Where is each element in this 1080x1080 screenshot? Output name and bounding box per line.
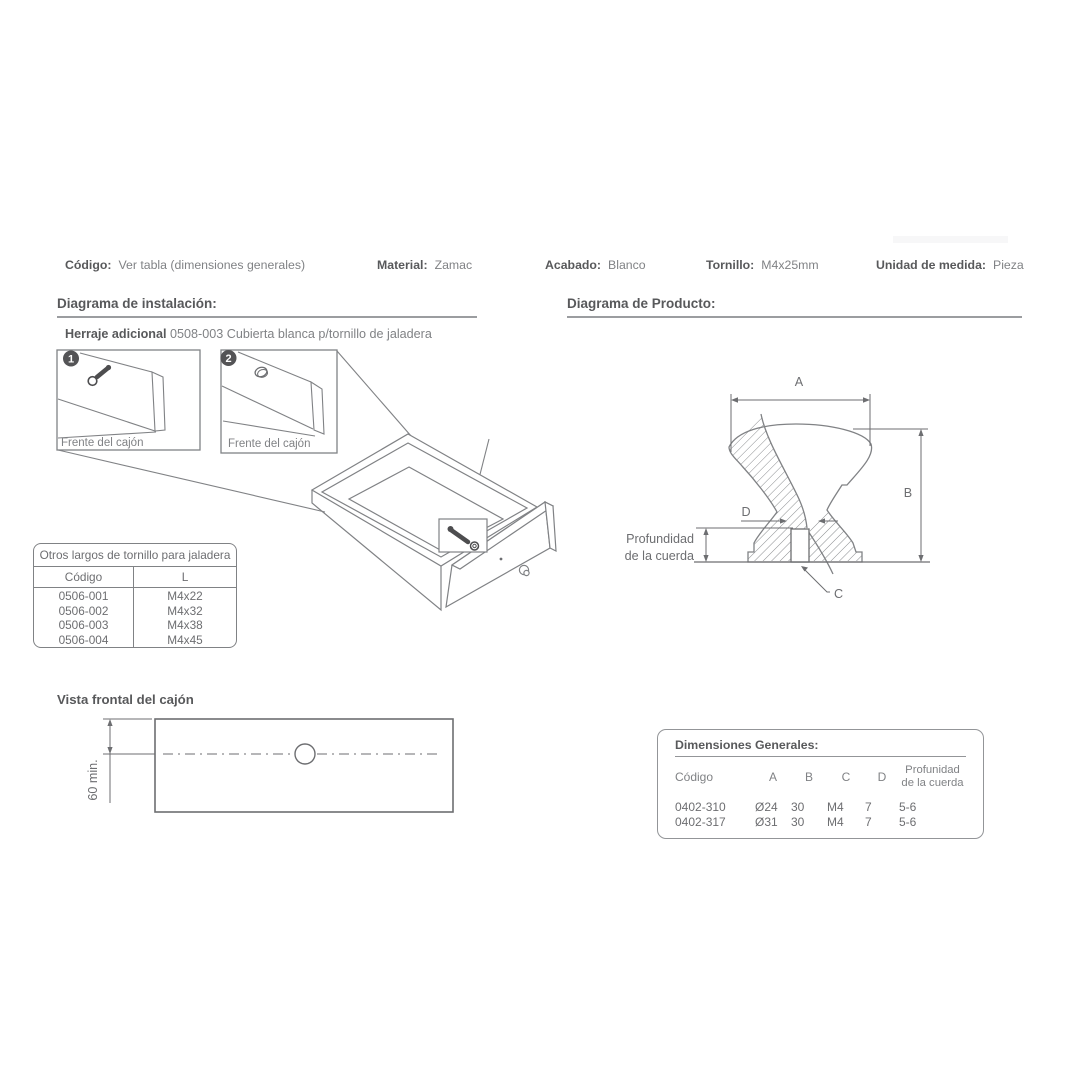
vista-drawing xyxy=(103,719,453,812)
dimension-lines xyxy=(694,394,930,592)
step-1-number: 1 xyxy=(67,353,75,366)
header-b: B xyxy=(804,770,813,785)
table-cell: Ø24 xyxy=(755,799,778,814)
threaded-hole xyxy=(791,529,809,562)
table-cell: 0506-004 xyxy=(58,633,109,648)
spec-codigo-value: Ver tabla (dimensiones generales) xyxy=(118,258,306,272)
table-cell: M4x32 xyxy=(167,603,203,618)
table-cell: 0402-317 xyxy=(675,814,726,829)
spec-tornillo-value: M4x25mm xyxy=(761,258,819,272)
table-cell: 30 xyxy=(791,814,805,829)
table-cell: Ø31 xyxy=(755,814,778,829)
tornillo-table-header xyxy=(34,567,236,588)
table-cell: M4 xyxy=(827,799,844,814)
dims-table-title: Dimensiones Generales: xyxy=(675,738,819,752)
step-box-2 xyxy=(221,350,338,453)
hole-circle xyxy=(295,744,315,764)
faint-divider-bar xyxy=(893,236,1008,243)
header-a: A xyxy=(768,770,777,785)
spec-tornillo xyxy=(706,258,819,272)
spec-acabado-label: Acabado: xyxy=(545,258,602,272)
spec-material xyxy=(377,258,472,272)
screw-callout-box xyxy=(439,519,487,552)
drawer-front-rect xyxy=(155,719,453,812)
drawer-drawing xyxy=(312,434,556,610)
table-cell: 0506-002 xyxy=(58,603,109,618)
table-cell: 7 xyxy=(865,814,872,829)
heading-diagrama-producto: Diagrama de Producto: xyxy=(567,296,1022,318)
profundidad-label-line2: de la cuerda xyxy=(624,549,694,563)
frente-label-2: Frente del cajón xyxy=(228,438,311,450)
dims-table-header xyxy=(675,764,966,791)
herraje-text: 0508-003 Cubierta blanca p/tornillo de jaladera xyxy=(170,327,432,341)
l-column xyxy=(134,588,236,648)
product-diagram xyxy=(600,360,1000,630)
spec-codigo xyxy=(65,258,305,272)
table-cell: 7 xyxy=(865,799,872,814)
spec-material-value: Zamac xyxy=(434,258,473,272)
spec-unidad-label: Unidad de medida: xyxy=(876,258,986,272)
spec-material-label: Material: xyxy=(377,258,428,272)
table-cell: M4 xyxy=(827,814,844,829)
step-box-1 xyxy=(57,350,200,450)
dim-c-label: C xyxy=(834,587,844,601)
header-profundidad: Profunidad de la cuerda xyxy=(901,764,964,790)
header-c: C xyxy=(841,770,851,785)
spec-acabado-value: Blanco xyxy=(608,258,646,272)
spec-unidad xyxy=(876,258,1024,272)
vista-dim-label: 60 min. xyxy=(86,759,100,801)
col-codigo: Código xyxy=(34,567,134,587)
tornillo-table-title: Otros largos de tornillo para jaladera xyxy=(34,544,236,567)
spec-unidad-value: Pieza xyxy=(993,258,1024,272)
table-cell: M4x38 xyxy=(167,618,203,633)
tornillo-table xyxy=(33,543,237,648)
codigo-column xyxy=(34,588,134,648)
table-cell: 5-6 xyxy=(899,799,917,814)
table-cell: M4x22 xyxy=(167,588,203,603)
table-cell: M4x45 xyxy=(167,633,203,648)
tornillo-table-body xyxy=(34,588,236,648)
table-cell: 30 xyxy=(791,799,805,814)
step-2-number: 2 xyxy=(225,353,232,365)
header-d: D xyxy=(877,770,887,785)
frente-label-1: Frente del cajón xyxy=(61,437,144,449)
dimensiones-generales-table xyxy=(657,729,984,839)
dims-table-rows xyxy=(675,800,966,829)
header-codigo: Código xyxy=(675,770,714,785)
table-cell: 0506-001 xyxy=(58,588,109,603)
table-cell: 0506-003 xyxy=(58,618,109,633)
dim-a-label: A xyxy=(794,375,804,389)
col-l: L xyxy=(181,570,189,584)
herraje-adicional-line xyxy=(65,327,432,341)
spec-tornillo-label: Tornillo: xyxy=(706,258,755,272)
table-cell: 0402-310 xyxy=(675,799,726,814)
herraje-label: Herraje adicional xyxy=(65,327,167,341)
vista-frontal-diagram xyxy=(80,700,480,825)
spec-codigo-label: Código: xyxy=(65,258,112,272)
table-cell: 5-6 xyxy=(899,814,917,829)
heading-vista-frontal: Vista frontal del cajón xyxy=(57,692,194,707)
dims-table-rule xyxy=(675,756,966,757)
profundidad-label-line1: Profundidad xyxy=(626,532,694,546)
spec-acabado xyxy=(545,258,646,272)
dim-b-label: B xyxy=(903,486,913,500)
dim-d-label: D xyxy=(741,505,751,519)
heading-diagrama-instalacion: Diagrama de instalación: xyxy=(57,296,477,318)
